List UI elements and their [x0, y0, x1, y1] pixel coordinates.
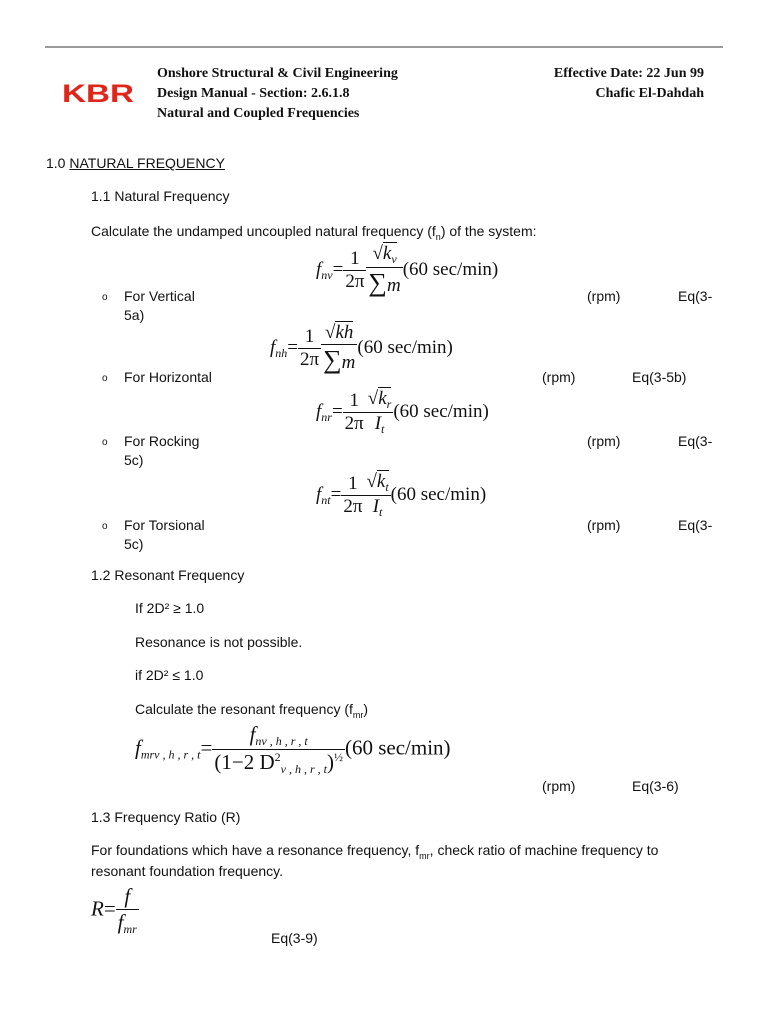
- bullet-torsional: o: [102, 521, 108, 532]
- label-horizontal: For Horizontal: [124, 369, 212, 385]
- unit-torsional: (rpm): [587, 517, 621, 533]
- eq-torsional: Eq(3-: [678, 517, 713, 533]
- eq-horizontal: Eq(3-5b): [632, 369, 687, 385]
- unit-rocking: (rpm): [587, 433, 621, 449]
- unit-horizontal: (rpm): [542, 369, 576, 385]
- frequency-ratio-text-2: resonant foundation frequency.: [91, 863, 283, 879]
- header-line-1: Onshore Structural & Civil Engineering: [157, 66, 398, 81]
- label-rocking: For Rocking: [124, 433, 200, 449]
- condition-1: If 2D² ≥ 1.0: [135, 600, 205, 616]
- header-divider: [45, 46, 723, 48]
- author: Chafic El-Dahdah: [595, 86, 704, 101]
- label-vertical: For Vertical: [124, 288, 195, 304]
- condition-1-result: Resonance is not possible.: [135, 634, 303, 650]
- section-title: NATURAL FREQUENCY: [69, 155, 225, 171]
- formula-resonant: fmrv , h , r , t= $\frac{\text{fnv , h , r , t}}{(1-2 D^2v , h , r , t)^{\frac{1}{2}}}$ (60 sec/min): [135, 722, 451, 776]
- kbr-logo: [62, 80, 136, 106]
- unit-vertical: (rpm): [587, 288, 621, 304]
- section-heading: [46, 155, 225, 171]
- formula-frequency-ratio: R= $\frac{f}{\text{fmr}}$: [91, 884, 137, 936]
- section-number: 1.0: [46, 155, 66, 171]
- label-torsional-eq-cont: 5c): [124, 536, 144, 552]
- eq-vertical: Eq(3-: [678, 288, 713, 304]
- subsection-1-2-heading: 1.2 Resonant Frequency: [91, 567, 245, 583]
- svg-text:KBR: KBR: [62, 80, 134, 106]
- eq-frequency-ratio: Eq(3-9): [271, 930, 318, 946]
- formula-vertical: $f_{nv}=$ $\frac{1}{2\pi}$ $\frac{√k_v}{\sum m}$ (60 sec/min): [316, 243, 499, 297]
- eq-resonant: Eq(3-6): [632, 778, 679, 794]
- eq-rocking: Eq(3-: [678, 433, 713, 449]
- formula-rocking: $f_{nr}=$ $\frac{1}{2\pi}$ $\frac{√k_r}{I_t}$ (60 sec/min): [316, 388, 489, 436]
- subsection-1-1-heading: 1.1 Natural Frequency: [91, 188, 230, 204]
- header-line-3: Natural and Coupled Frequencies: [157, 106, 360, 121]
- subsection-1-3-heading: 1.3 Frequency Ratio (R): [91, 809, 241, 825]
- label-torsional: For Torsional: [124, 517, 205, 533]
- condition-2: if 2D² ≤ 1.0: [135, 667, 204, 683]
- label-rocking-eq-cont: 5c): [124, 452, 144, 468]
- effective-date: Effective Date: 22 Jun 99: [553, 66, 704, 81]
- natural-frequency-intro: Calculate the undamped uncoupled natural frequency $(f_n)$ of the system:: [91, 223, 537, 242]
- formula-torsional: $f_{nt}=$ $\frac{1}{2\pi}$ $\frac{√k_t}{I_t}$ (60 sec/min): [316, 471, 487, 519]
- bullet-rocking: o: [102, 437, 108, 448]
- bullet-vertical: o: [102, 292, 108, 303]
- frequency-ratio-text-1: For foundations which have a resonance frequency, $f_{mr}$, check ratio of machine frequency to: [91, 842, 659, 861]
- resonant-calc-text: Calculate the resonant frequency $(f_{mr})$: [135, 701, 369, 720]
- bullet-horizontal: o: [102, 373, 108, 384]
- label-vertical-eq-cont: 5a): [124, 307, 145, 323]
- formula-horizontal: $f_{nh}=$ $\frac{1}{2\pi}$ $\frac{√kh}{\sum m}$ (60 sec/min): [270, 322, 453, 374]
- header-line-2: Design Manual - Section: 2.6.1.8: [157, 86, 350, 101]
- unit-resonant: (rpm): [542, 778, 576, 794]
